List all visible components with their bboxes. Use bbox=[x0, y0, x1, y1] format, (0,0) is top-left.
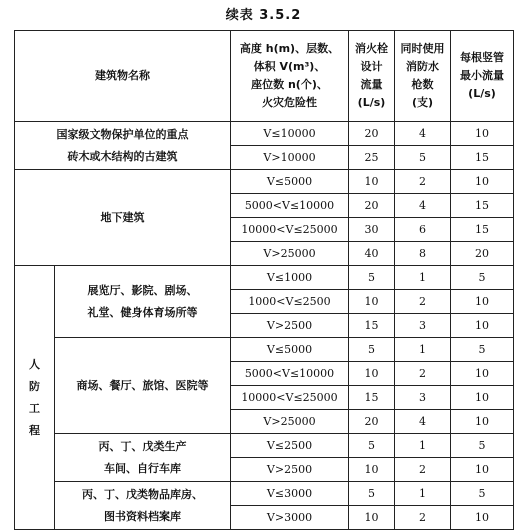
cell-min-flow: 5 bbox=[451, 482, 514, 506]
cell-condition: 1000<V≤2500 bbox=[231, 290, 349, 314]
cell-design-flow: 15 bbox=[349, 314, 395, 338]
subgroup-commerce: 商场、餐厅、旅馆、医院等 bbox=[55, 338, 231, 434]
cell-min-flow: 10 bbox=[451, 314, 514, 338]
cell-design-flow: 10 bbox=[349, 290, 395, 314]
cell-hose-count: 2 bbox=[395, 170, 451, 194]
header-hose-count-line: 枪数 bbox=[411, 78, 434, 91]
cell-condition: 10000<V≤25000 bbox=[231, 218, 349, 242]
cell-condition: V≤10000 bbox=[231, 122, 349, 146]
cell-min-flow: 10 bbox=[451, 290, 514, 314]
cell-design-flow: 5 bbox=[349, 338, 395, 362]
subgroup-exhibition-line: 展览厅、影院、剧场、 bbox=[87, 283, 198, 297]
cell-hose-count: 1 bbox=[395, 338, 451, 362]
cell-min-flow: 10 bbox=[451, 410, 514, 434]
cell-condition: 5000<V≤10000 bbox=[231, 362, 349, 386]
table-row bbox=[15, 266, 514, 290]
cell-min-flow: 15 bbox=[451, 218, 514, 242]
header-parameters-line: 高度 h(m)、层数、 bbox=[239, 42, 340, 55]
subgroup-workshop-line: 丙、丁、戊类生产 bbox=[98, 439, 187, 453]
group-underground: 地下建筑 bbox=[15, 170, 231, 266]
header-parameters-line: 火灾危险性 bbox=[262, 96, 317, 109]
header-hose-count-line: 同时使用 bbox=[400, 42, 445, 55]
cell-condition: V>10000 bbox=[231, 146, 349, 170]
cell-hose-count: 6 bbox=[395, 218, 451, 242]
cell-condition: V>2500 bbox=[231, 314, 349, 338]
cell-hose-count: 4 bbox=[395, 122, 451, 146]
cell-hose-count: 2 bbox=[395, 458, 451, 482]
subgroup-warehouse-line: 图书资料档案库 bbox=[104, 509, 181, 523]
cell-min-flow: 10 bbox=[451, 458, 514, 482]
header-hose-count bbox=[395, 31, 451, 122]
cell-condition: V>2500 bbox=[231, 458, 349, 482]
cell-design-flow: 10 bbox=[349, 458, 395, 482]
cell-hose-count: 3 bbox=[395, 386, 451, 410]
header-min-flow-line: 每根竖管 bbox=[460, 51, 504, 64]
cell-design-flow: 10 bbox=[349, 362, 395, 386]
cell-min-flow: 15 bbox=[451, 194, 514, 218]
group-civil-defense-char: 工 bbox=[29, 401, 40, 415]
cell-min-flow: 5 bbox=[451, 266, 514, 290]
header-design-flow bbox=[349, 31, 395, 122]
cell-condition: V≤1000 bbox=[231, 266, 349, 290]
subgroup-workshop bbox=[55, 434, 231, 482]
cell-hose-count: 8 bbox=[395, 242, 451, 266]
group-civil-defense-char: 防 bbox=[29, 379, 40, 393]
header-parameters-line: 座位数 n(个)、 bbox=[251, 78, 328, 91]
cell-design-flow: 20 bbox=[349, 122, 395, 146]
cell-design-flow: 40 bbox=[349, 242, 395, 266]
group-heritage-line: 国家级文物保护单位的重点 bbox=[56, 127, 189, 141]
table-header-row bbox=[15, 31, 514, 122]
header-design-flow-line: 设计 bbox=[360, 60, 383, 73]
table-caption: 续表 3.5.2 bbox=[225, 8, 302, 23]
cell-condition: V>3000 bbox=[231, 506, 349, 530]
cell-hose-count: 2 bbox=[395, 290, 451, 314]
subgroup-workshop-line: 车间、自行车库 bbox=[104, 461, 181, 475]
cell-condition: V>25000 bbox=[231, 410, 349, 434]
group-civil-defense bbox=[15, 266, 55, 530]
cell-condition: 10000<V≤25000 bbox=[231, 386, 349, 410]
header-hose-count-line: 消防水 bbox=[406, 60, 439, 73]
group-civil-defense-char: 程 bbox=[29, 423, 40, 437]
header-design-flow-line: 消火栓 bbox=[355, 42, 388, 55]
cell-condition: V≤5000 bbox=[231, 170, 349, 194]
header-min-flow-line: 最小流量 bbox=[460, 69, 504, 82]
cell-design-flow: 10 bbox=[349, 170, 395, 194]
group-heritage-buildings bbox=[15, 122, 231, 170]
cell-hose-count: 3 bbox=[395, 314, 451, 338]
cell-min-flow: 10 bbox=[451, 122, 514, 146]
cell-hose-count: 4 bbox=[395, 194, 451, 218]
cell-design-flow: 25 bbox=[349, 146, 395, 170]
cell-design-flow: 5 bbox=[349, 266, 395, 290]
header-building-name: 建筑物名称 bbox=[15, 31, 231, 122]
header-min-flow-line: (L/s) bbox=[468, 87, 496, 100]
table-row bbox=[15, 122, 514, 146]
cell-min-flow: 10 bbox=[451, 362, 514, 386]
cell-min-flow: 20 bbox=[451, 242, 514, 266]
header-min-flow bbox=[451, 31, 514, 122]
table-row bbox=[15, 338, 514, 362]
cell-hose-count: 5 bbox=[395, 146, 451, 170]
header-design-flow-line: (L/s) bbox=[357, 96, 386, 109]
fire-hydrant-table bbox=[14, 30, 514, 530]
cell-condition: V>25000 bbox=[231, 242, 349, 266]
cell-condition: V≤2500 bbox=[231, 434, 349, 458]
cell-min-flow: 5 bbox=[451, 338, 514, 362]
subgroup-exhibition-line: 礼堂、健身体育场所等 bbox=[87, 305, 198, 319]
table-row bbox=[15, 434, 514, 458]
group-civil-defense-char: 人 bbox=[29, 357, 40, 371]
header-parameters-line: 体积 V(m³)、 bbox=[253, 60, 326, 73]
group-heritage-line: 砖木或木结构的古建筑 bbox=[67, 149, 178, 163]
cell-min-flow: 10 bbox=[451, 506, 514, 530]
header-design-flow-line: 流量 bbox=[360, 78, 383, 91]
cell-design-flow: 5 bbox=[349, 482, 395, 506]
cell-design-flow: 10 bbox=[349, 506, 395, 530]
cell-design-flow: 15 bbox=[349, 386, 395, 410]
cell-condition: V≤5000 bbox=[231, 338, 349, 362]
cell-min-flow: 10 bbox=[451, 386, 514, 410]
cell-min-flow: 5 bbox=[451, 434, 514, 458]
cell-min-flow: 15 bbox=[451, 146, 514, 170]
cell-hose-count: 1 bbox=[395, 266, 451, 290]
subgroup-exhibition bbox=[55, 266, 231, 338]
cell-design-flow: 30 bbox=[349, 218, 395, 242]
cell-hose-count: 1 bbox=[395, 434, 451, 458]
subgroup-warehouse bbox=[55, 482, 231, 530]
header-parameters bbox=[231, 31, 349, 122]
cell-hose-count: 2 bbox=[395, 506, 451, 530]
cell-design-flow: 20 bbox=[349, 194, 395, 218]
table-row bbox=[15, 482, 514, 506]
cell-condition: 5000<V≤10000 bbox=[231, 194, 349, 218]
table-row bbox=[15, 170, 514, 194]
cell-design-flow: 20 bbox=[349, 410, 395, 434]
cell-design-flow: 5 bbox=[349, 434, 395, 458]
subgroup-warehouse-line: 丙、丁、戊类物品库房、 bbox=[82, 487, 203, 501]
cell-condition: V≤3000 bbox=[231, 482, 349, 506]
cell-hose-count: 4 bbox=[395, 410, 451, 434]
cell-min-flow: 10 bbox=[451, 170, 514, 194]
cell-hose-count: 1 bbox=[395, 482, 451, 506]
cell-hose-count: 2 bbox=[395, 362, 451, 386]
header-hose-count-line: (支) bbox=[411, 96, 434, 109]
